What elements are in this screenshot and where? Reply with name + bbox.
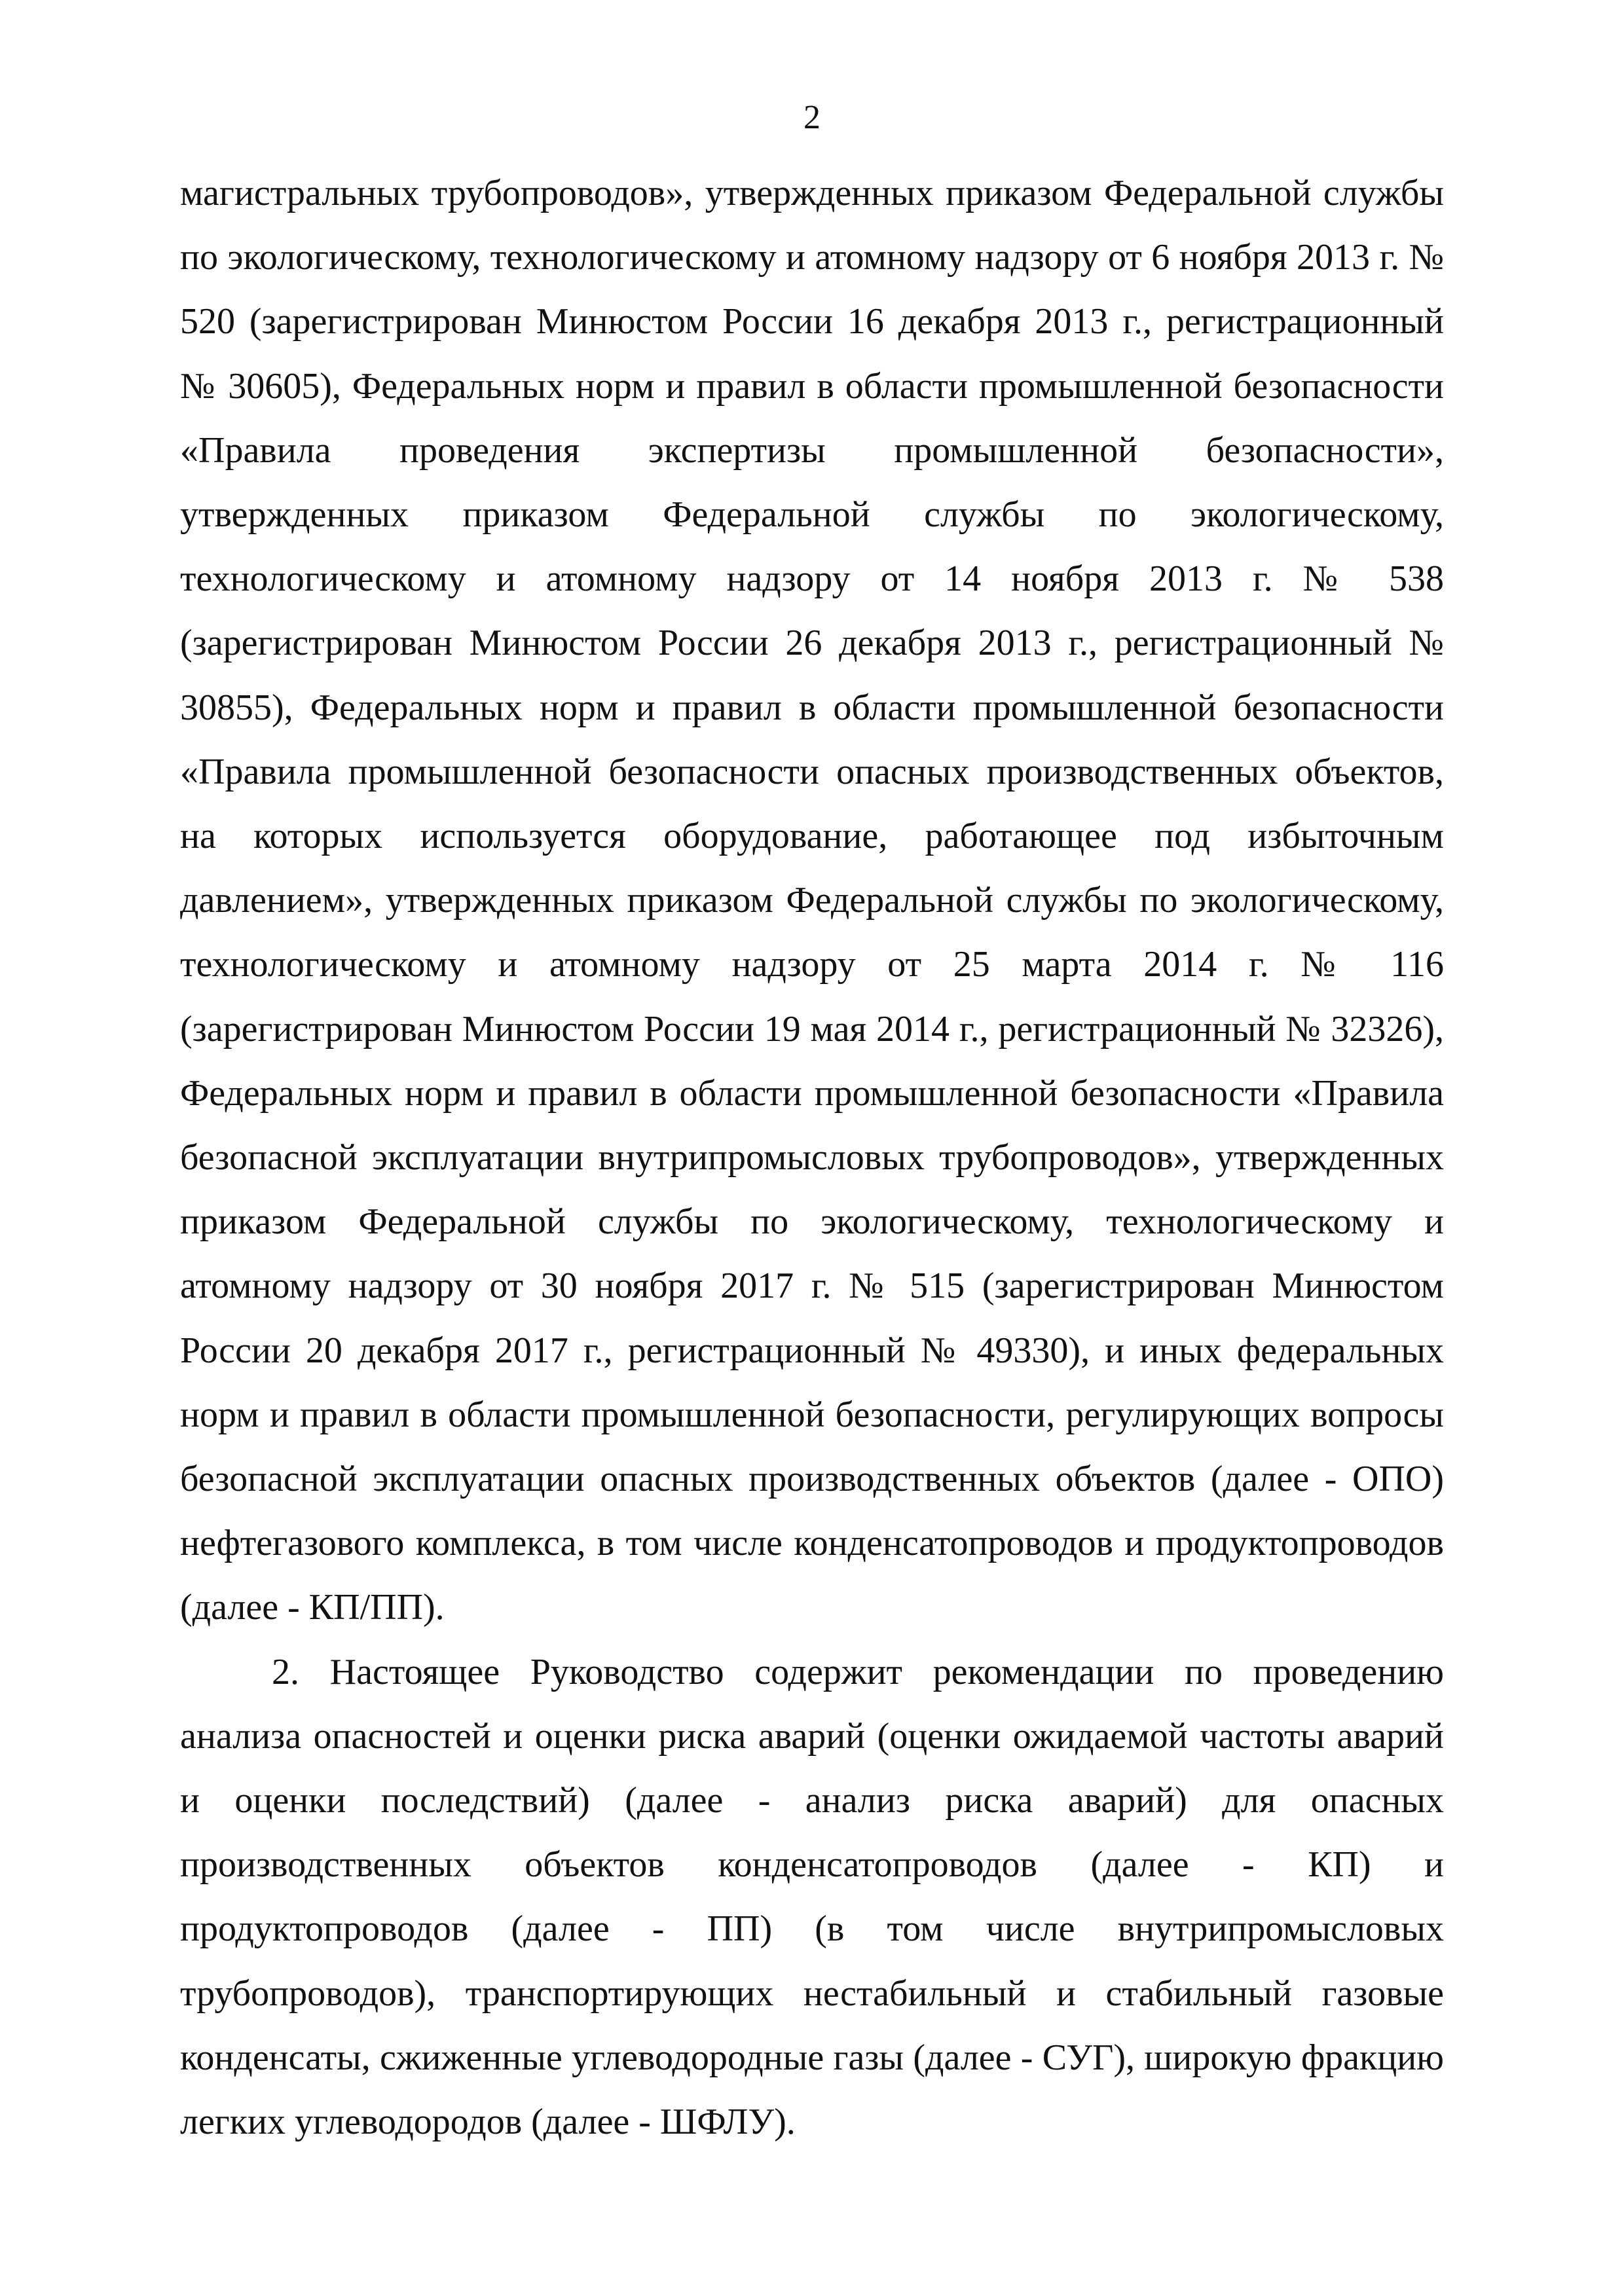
page-number: 2 — [803, 99, 821, 136]
document-body — [180, 161, 1444, 2154]
paragraph-item-2: 2. Настоящее Руководство содержит рекомендации по проведению анализа опасностей и оценки риска аварий (оценки ожидаемой частоты аварий и оценки последствий) (далее - анализ риска аварий) для опасных производственных объектов конденсатопроводов (далее - КП) и продуктопроводов (далее - ПП) (в том числе внутрипромысловых трубопроводов), транспортирующих нестабильный и стабильный газовые конденсаты, сжиженные углеводородные газы (далее - СУГ), широкую фракцию легких углеводородов (далее - ШФЛУ). — [180, 1651, 1444, 2143]
paragraph-continuation: магистральных трубопроводов», утвержденных приказом Федеральной службы по экологическому, технологическому и атомному надзору от 6 ноября 2013 г. № 520 (зарегистрирован Минюстом России 16 декабря 2013 г., регистрационный № 30605), Федеральных норм и правил в области промышленной безопасности «Правила проведения экспертизы промышленной безопасности», утвержденных приказом Федеральной службы по экологическому, технологическому и атомному надзору от 14 ноября 2013 г. № 538 (зарегистрирован Минюстом России 26 декабря 2013 г., регистрационный № 30855), Федеральных норм и правил в области промышленной безопасности «Правила промышленной безопасности опасных производственных объектов, на которых используется оборудование, работающее под избыточным давлением», утвержденных приказом Федеральной службы по экологическому, технологическому и атомному надзору от 25 марта 2014 г. № 116 (зарегистрирован Минюстом России 19 мая 2014 г., регистрационный № 32326), Федеральных норм и правил в области промышленной безопасности «Правила безопасной эксплуатации внутрипромысловых трубопроводов», утвержденных приказом Федеральной службы по экологическому, технологическому и атомному надзору от 30 ноября 2017 г. № 515 (зарегистрирован Минюстом России 20 декабря 2017 г., регистрационный № 49330), и иных федеральных норм и правил в области промышленной безопасности, регулирующих вопросы безопасной эксплуатации опасных производственных объектов (далее - ОПО) нефтегазового комплекса, в том числе конденсатопроводов и продуктопроводов (далее - КП/ПП). — [180, 173, 1444, 1628]
